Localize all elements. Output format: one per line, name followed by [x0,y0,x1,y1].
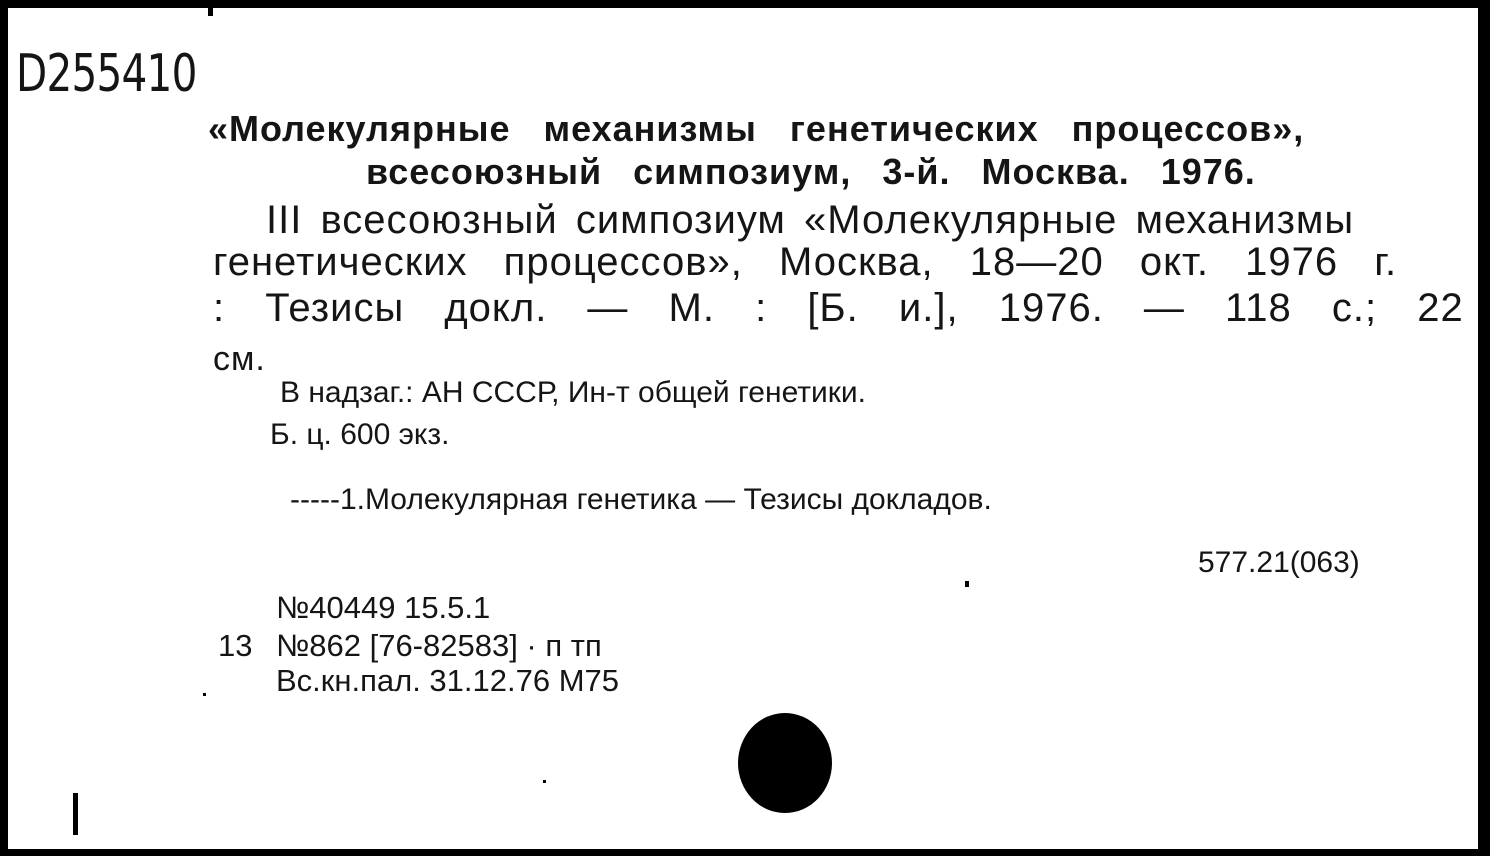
accession-prefix: 13 [218,628,253,663]
udc-code: 577.21(063) [1198,546,1360,579]
description-line-3: : Тезисы докл. — М. : [Б. и.], 1976. — 118 с.; 22 [213,286,1464,330]
accession-line-3: Вс.кн.пал. 31.12.76 М75 [276,663,620,698]
card-edge-shadow [1478,8,1482,849]
description-line-1: III всесоюзный симпозиум «Молекулярные механизмы [266,198,1355,242]
shelf-mark: D255410 [16,44,197,104]
accession-line-1: №40449 15.5.1 [276,590,491,625]
ink-speck [965,581,969,587]
description-line-4: см. [213,340,266,378]
note-price-copies: Б. ц. 600 экз. [270,418,450,451]
heading-subtitle-line: всесоюзный симпозиум, 3-й. Москва. 1976. [366,151,1256,192]
ink-speck [543,780,546,783]
note-header: В надзаг.: АН СССР, Ин-т общей генетики. [280,376,866,409]
margin-pen-mark [73,793,78,835]
description-line-2: генетических процессов», Москва, 18—20 окт. 1976 г. [213,240,1398,284]
ink-speck [208,8,213,16]
ink-speck [203,693,206,696]
subject-heading: -----1.Молекулярная генетика — Тезисы докладов. [290,483,992,516]
heading-title-line: «Молекулярные механизмы генетических процессов», [208,108,1305,149]
accession-line-2: №862 [76-82583] · п тп [276,628,602,663]
punch-hole [738,713,832,813]
